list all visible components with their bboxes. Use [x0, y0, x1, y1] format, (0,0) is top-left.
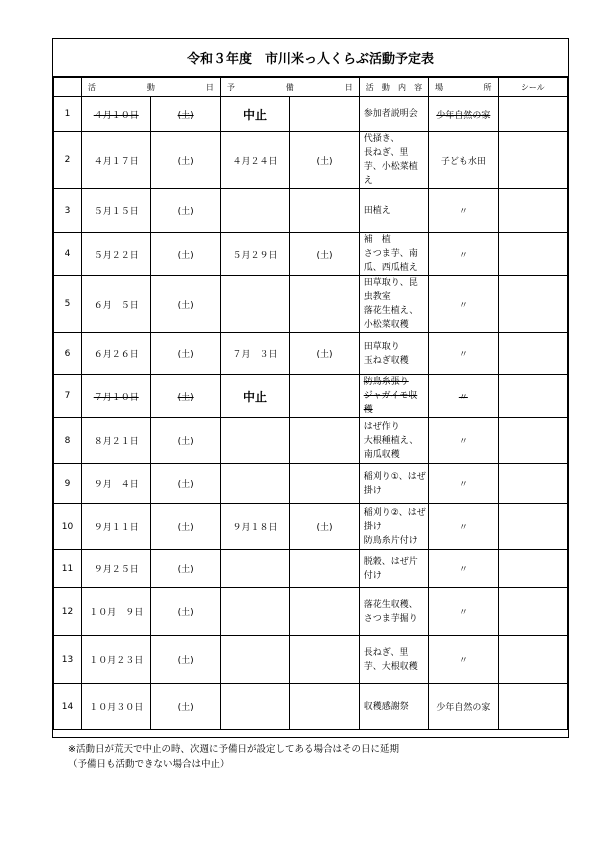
seal-cell [498, 550, 567, 588]
activity-line: 玉ねぎ収穫 [363, 355, 409, 366]
reserve-date: ７月 ３日 [220, 333, 289, 375]
header-row [54, 78, 568, 97]
activity-line: 稲刈り①、はぜ掛け [363, 471, 426, 496]
header-date-char: 日 [205, 82, 214, 92]
table-row [54, 588, 568, 636]
activity-weekday: (土) [151, 233, 220, 276]
row-number: 13 [54, 636, 82, 684]
activity-line: 防鳥糸張り [363, 377, 409, 387]
footnote-line: ※活動日が荒天で中止の時、次週に予備日が設定してある場合はその日に延期 [68, 744, 399, 755]
activity-weekday: (土) [151, 550, 220, 588]
header-activity [359, 78, 428, 97]
activity-weekday: (土) [151, 464, 220, 504]
reserve-weekday [290, 684, 359, 730]
activity-line: 代掻き、 [363, 134, 400, 144]
reserve-date [220, 464, 289, 504]
activity-weekday: (土) [151, 276, 220, 333]
activity-weekday: (土) [151, 418, 220, 464]
schedule-sheet [52, 38, 569, 738]
activity-line: 落花生植え、小松菜収穫 [363, 306, 419, 330]
activity-content [359, 233, 428, 276]
reserve-weekday: (土) [290, 233, 359, 276]
reserve-weekday [290, 97, 359, 132]
header-activity-char: 内 [397, 82, 406, 92]
reserve-date: 中止 [220, 97, 289, 132]
activity-line: 補 植 [363, 235, 391, 245]
row-number: 3 [54, 189, 82, 233]
activity-content [359, 684, 428, 730]
reserve-date: ９月１８日 [220, 504, 289, 550]
activity-line: はぜ作り [363, 421, 400, 432]
activity-line: ジャガイモ収穫 [363, 391, 418, 415]
header-reserve [220, 78, 359, 97]
row-number: 10 [54, 504, 82, 550]
reserve-date [220, 588, 289, 636]
activity-content [359, 550, 428, 588]
header-place-char: 所 [483, 82, 492, 92]
table-row [54, 684, 568, 730]
activity-date: ９月２５日 [82, 550, 151, 588]
activity-weekday: (土) [151, 132, 220, 189]
row-number: 5 [54, 276, 82, 333]
activity-line: 収穫感謝祭 [363, 701, 409, 712]
reserve-date: ５月２９日 [220, 233, 289, 276]
row-number: 7 [54, 375, 82, 418]
activity-content [359, 375, 428, 418]
reserve-weekday [290, 189, 359, 233]
activity-content [359, 97, 428, 132]
activity-place: 〃 [429, 375, 498, 418]
table-row [54, 504, 568, 550]
header-activity-char: 動 [381, 82, 390, 92]
activity-date: ８月２１日 [82, 418, 151, 464]
activity-content [359, 276, 428, 333]
seal-cell [498, 684, 567, 730]
seal-cell [498, 97, 567, 132]
seal-cell [498, 233, 567, 276]
table-row [54, 132, 568, 189]
activity-weekday: (土) [151, 97, 220, 132]
activity-place: 〃 [429, 233, 498, 276]
footnote-line: （予備日も活動できない場合は中止） [68, 759, 230, 770]
page-title: 令和３年度 市川米っ人くらぶ活動予定表 [53, 39, 568, 77]
row-number: 4 [54, 233, 82, 276]
reserve-weekday [290, 418, 359, 464]
header-activity-char: 容 [414, 82, 423, 92]
reserve-weekday [290, 375, 359, 418]
activity-line: 田草取り、昆虫教室 [363, 278, 418, 302]
reserve-date: ４月２４日 [220, 132, 289, 189]
row-number: 11 [54, 550, 82, 588]
activity-date: ６月２６日 [82, 333, 151, 375]
row-number: 12 [54, 588, 82, 636]
activity-date: １０月 ９日 [82, 588, 151, 636]
reserve-date [220, 418, 289, 464]
activity-place: 少年自然の家 [429, 97, 498, 132]
table-row [54, 276, 568, 333]
reserve-weekday [290, 636, 359, 684]
activity-date: ５月１５日 [82, 189, 151, 233]
seal-cell [498, 375, 567, 418]
row-number: 2 [54, 132, 82, 189]
reserve-date [220, 189, 289, 233]
activity-content [359, 333, 428, 375]
activity-weekday: (土) [151, 588, 220, 636]
header-date-char: 動 [146, 82, 155, 92]
reserve-weekday [290, 550, 359, 588]
schedule-rows [54, 97, 568, 730]
seal-cell [498, 276, 567, 333]
reserve-date [220, 276, 289, 333]
activity-weekday: (土) [151, 375, 220, 418]
activity-place: 〃 [429, 189, 498, 233]
activity-line: 田植え [363, 205, 391, 216]
row-number: 9 [54, 464, 82, 504]
activity-line: 大根種植え、南瓜収穫 [363, 435, 419, 460]
activity-place: 〃 [429, 588, 498, 636]
row-number: 1 [54, 97, 82, 132]
table-row [54, 233, 568, 276]
activity-place: 〃 [429, 636, 498, 684]
row-number: 14 [54, 684, 82, 730]
reserve-date [220, 550, 289, 588]
reserve-date [220, 684, 289, 730]
activity-line: さつま芋、南瓜、西瓜植え [363, 249, 418, 273]
row-number: 6 [54, 333, 82, 375]
activity-content [359, 588, 428, 636]
activity-line: 長ねぎ、里芋、大根収穫 [363, 647, 418, 672]
seal-cell [498, 189, 567, 233]
seal-cell [498, 333, 567, 375]
activity-date: ６月 ５日 [82, 276, 151, 333]
activity-line: 稲刈り②、はぜ掛け [363, 507, 426, 532]
activity-date: ４月１７日 [82, 132, 151, 189]
header-reserve-char: 予 [226, 82, 235, 92]
reserve-weekday: (土) [290, 504, 359, 550]
activity-weekday: (土) [151, 636, 220, 684]
header-place [429, 78, 498, 97]
table-row [54, 550, 568, 588]
activity-weekday: (土) [151, 684, 220, 730]
header-no [54, 78, 82, 97]
header-seal: シール [498, 78, 567, 97]
table-row [54, 97, 568, 132]
activity-weekday: (土) [151, 504, 220, 550]
activity-line: 参加者説明会 [363, 109, 418, 119]
reserve-weekday: (土) [290, 132, 359, 189]
table-row [54, 189, 568, 233]
activity-date: １０月３０日 [82, 684, 151, 730]
activity-content [359, 636, 428, 684]
reserve-weekday [290, 588, 359, 636]
activity-content [359, 464, 428, 504]
activity-place: 〃 [429, 550, 498, 588]
table-row [54, 636, 568, 684]
activity-place: 〃 [429, 504, 498, 550]
activity-date: ９月 ４日 [82, 464, 151, 504]
reserve-weekday: (土) [290, 333, 359, 375]
footnote [68, 742, 399, 772]
seal-cell [498, 464, 567, 504]
activity-content [359, 504, 428, 550]
activity-place: 〃 [429, 418, 498, 464]
header-reserve-char: 備 [285, 82, 294, 92]
activity-place: 〃 [429, 464, 498, 504]
activity-date: ４月１０日 [82, 97, 151, 132]
header-date [82, 78, 221, 97]
activity-line: 防鳥糸片付け [363, 535, 418, 546]
reserve-weekday [290, 464, 359, 504]
activity-line: 長ねぎ、里芋、小松菜植え [363, 148, 418, 186]
seal-cell [498, 636, 567, 684]
activity-content [359, 132, 428, 189]
activity-line: 田草取り [363, 341, 400, 352]
reserve-date [220, 636, 289, 684]
activity-line: 脱穀、はぜ片付け [363, 556, 418, 581]
activity-date: ７月１０日 [82, 375, 151, 418]
row-number: 8 [54, 418, 82, 464]
table-row [54, 375, 568, 418]
table-row [54, 464, 568, 504]
activity-place: 子ども水田 [429, 132, 498, 189]
seal-cell [498, 418, 567, 464]
seal-cell [498, 504, 567, 550]
activity-date: １０月２３日 [82, 636, 151, 684]
activity-weekday: (土) [151, 333, 220, 375]
activity-place: 〃 [429, 276, 498, 333]
activity-place: 少年自然の家 [429, 684, 498, 730]
activity-date: ５月２２日 [82, 233, 151, 276]
seal-cell [498, 132, 567, 189]
activity-line: 落花生収穫、さつま芋掘り [363, 599, 418, 624]
activity-place: 〃 [429, 333, 498, 375]
schedule-table [53, 77, 568, 730]
reserve-date: 中止 [220, 375, 289, 418]
table-row [54, 333, 568, 375]
activity-date: ９月１１日 [82, 504, 151, 550]
activity-weekday: (土) [151, 189, 220, 233]
header-activity-char: 活 [365, 82, 374, 92]
header-date-char: 活 [88, 82, 96, 92]
activity-content [359, 189, 428, 233]
table-row [54, 418, 568, 464]
reserve-weekday [290, 276, 359, 333]
activity-content [359, 418, 428, 464]
header-reserve-char: 日 [344, 82, 353, 92]
seal-cell [498, 588, 567, 636]
header-place-char: 場 [435, 82, 444, 92]
